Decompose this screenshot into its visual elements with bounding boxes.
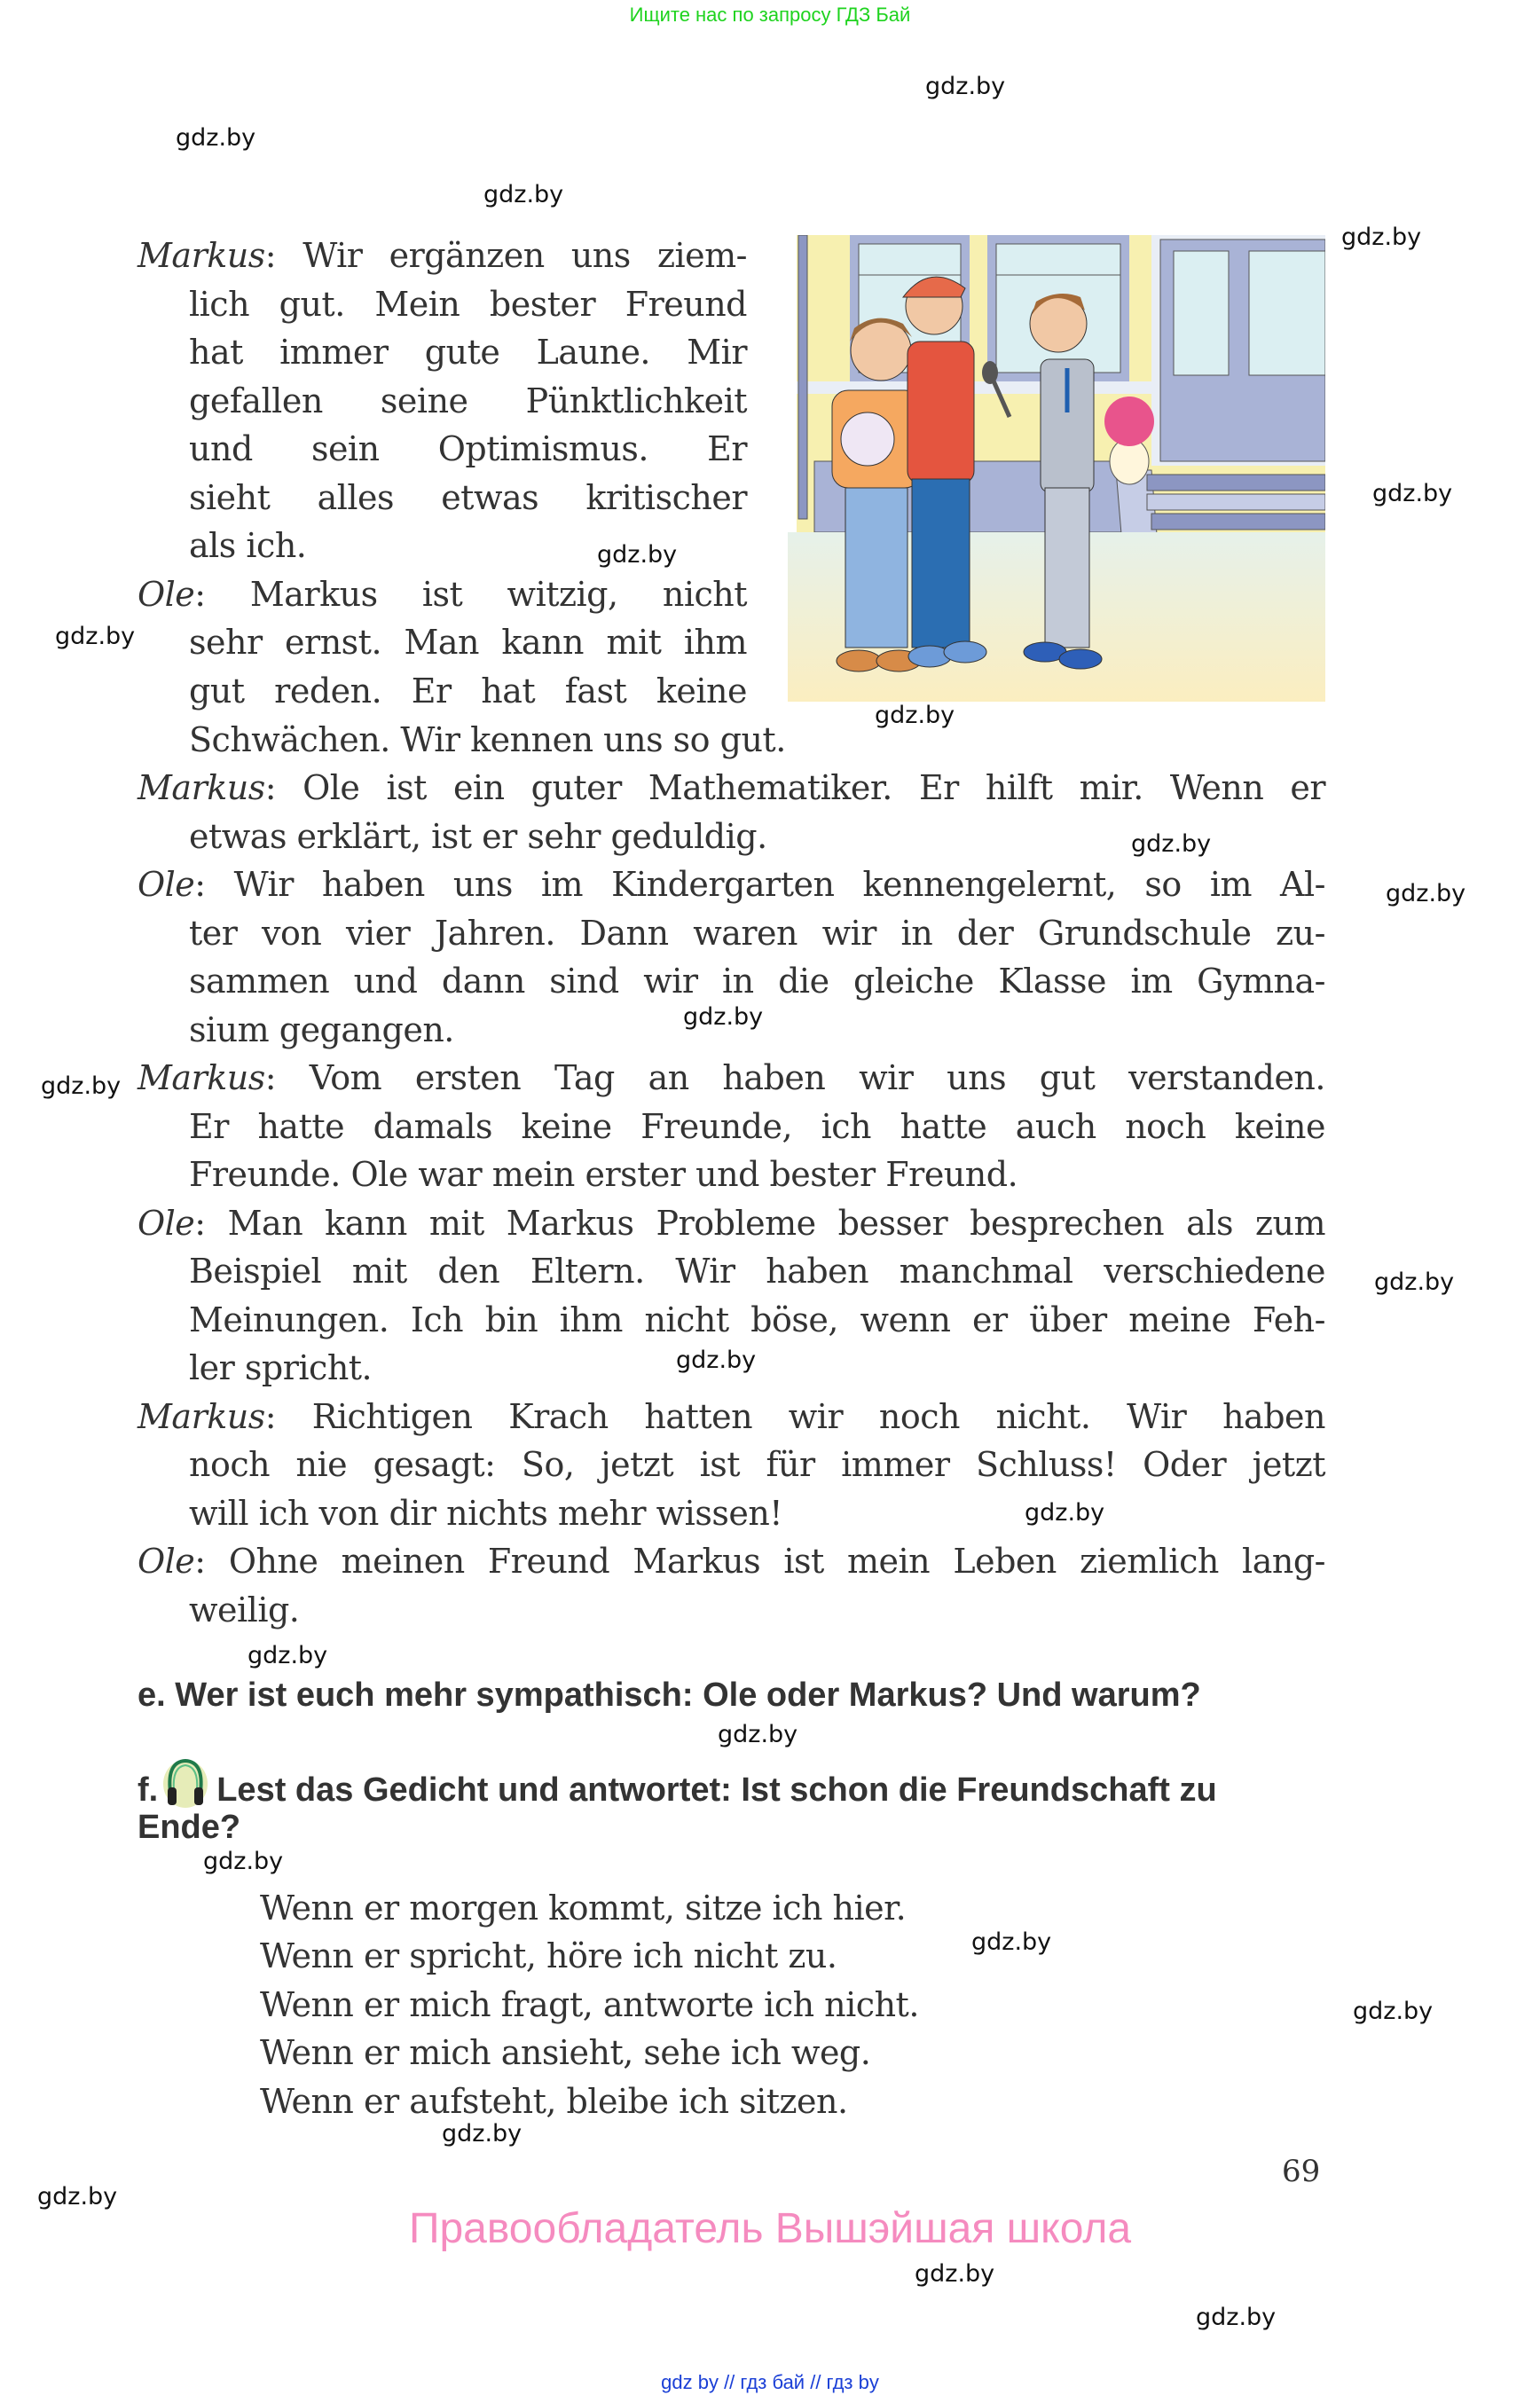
watermark: gdz.by <box>1372 480 1453 507</box>
speaker-colon: : <box>264 1058 310 1097</box>
speaker-colon: : <box>194 865 234 904</box>
dialogue-line: Schwächen. Wir kennen uns so gut. <box>189 720 786 759</box>
watermark: gdz.by <box>1374 1268 1455 1296</box>
dialogue-line <box>138 764 1325 812</box>
watermark: gdz.by <box>176 124 256 152</box>
speaker-name: Markus <box>138 1397 265 1436</box>
watermark: gdz.by <box>683 1003 764 1031</box>
dialogue-line: sehr ernst. Man kann mit ihm <box>189 623 747 662</box>
dialogue-line: Er hatte damals keine Freunde, ich hatte auch noch keine <box>189 1107 1325 1146</box>
dialogue-line: lich gut. Mein bester Freund <box>189 285 747 324</box>
task-label: e. <box>138 1677 166 1714</box>
watermark: gdz.by <box>1131 830 1212 858</box>
watermark: gdz.by <box>971 1928 1052 1956</box>
dialogue-text: Ohne meinen Freund Markus ist mein Leben ziemlich lang- <box>228 1542 1325 1581</box>
speaker-colon: : <box>194 1542 229 1581</box>
task-f <box>138 1756 1217 1814</box>
watermark: gdz.by <box>925 73 1006 100</box>
dialogue-line: ler spricht. <box>189 1348 373 1387</box>
speaker-name: Ole <box>138 1204 195 1243</box>
dialogue-line: etwas erklärt, ist er sehr geduldig. <box>189 817 767 856</box>
dialogue-line <box>138 860 1325 908</box>
copyright-notice: Правообладатель Вышэйшая школа <box>408 2205 1132 2252</box>
top-banner: Ищите нас по запросу ГДЗ Бай <box>629 4 911 26</box>
dialogue-text: Markus ist witzig, nicht <box>249 575 747 614</box>
dialogue-text: Ole ist ein guter Mathematiker. Er hilft mir. Wenn er <box>302 768 1325 807</box>
task-e <box>138 1671 1201 1719</box>
dialogue-line: sieht alles etwas kritischer <box>189 478 747 517</box>
dialogue-line: Freunde. Ole war mein erster und bester Freund. <box>189 1155 1018 1194</box>
watermark: gdz.by <box>597 541 678 569</box>
speaker-name: Markus <box>138 768 265 807</box>
speaker-name: Markus <box>138 1058 265 1097</box>
dialogue-text: Wir haben uns im Kindergarten kennengelernt, so im Al- <box>233 865 1325 904</box>
speaker-colon: : <box>194 575 250 614</box>
speaker-name: Ole <box>138 1542 195 1581</box>
dialogue-line: sammen und dann sind wir in die gleiche Klasse im Gymna- <box>189 962 1325 1001</box>
dialogue-line: noch nie gesagt: So, jetzt ist für immer Schluss! Oder jetzt <box>189 1445 1325 1484</box>
dialogue-line: will ich von dir nichts mehr wissen! <box>189 1494 783 1533</box>
dialogue-line: als ich. <box>189 526 307 565</box>
watermark: gdz.by <box>41 1072 122 1100</box>
illustration-interview <box>788 235 1325 702</box>
dialogue-line <box>138 1537 1325 1585</box>
watermark: gdz.by <box>248 1642 328 1669</box>
watermark: gdz.by <box>718 1721 798 1748</box>
dialogue-line: Beispiel mit den Eltern. Wir haben manchmal verschiedene <box>189 1252 1325 1291</box>
watermark: gdz.by <box>915 2260 995 2288</box>
poem-line: Wenn er aufsteht, bleibe ich sitzen. <box>260 2082 848 2121</box>
interview-scene-icon <box>788 235 1325 702</box>
dialogue-line: gefallen seine Pünktlichkeit <box>189 381 747 420</box>
watermark: gdz.by <box>203 1848 284 1875</box>
task-text: Lest das Gedicht und antwortet: Ist schon die Freundschaft zu <box>216 1771 1217 1809</box>
poem-line: Wenn er spricht, höre ich nicht zu. <box>260 1936 837 1975</box>
poem-line: Wenn er mich ansieht, sehe ich weg. <box>260 2033 871 2072</box>
task-text: Wer ist euch mehr sympathisch: Ole oder Markus? Und warum? <box>175 1677 1201 1714</box>
footer-links[interactable]: gdz by // гдз бай // гдз by <box>661 2371 879 2393</box>
watermark: gdz.by <box>875 702 955 729</box>
dialogue-line <box>138 1199 1325 1247</box>
speaker-colon: : <box>264 236 303 275</box>
dialogue-line <box>138 570 747 618</box>
dialogue-line <box>138 1054 1325 1102</box>
dialogue-line <box>138 1393 1325 1441</box>
speaker-colon: : <box>194 1204 228 1243</box>
headphones-icon[interactable] <box>161 1756 209 1808</box>
speaker-name: Ole <box>138 865 195 904</box>
speaker-colon: : <box>264 1397 312 1436</box>
watermark: gdz.by <box>1386 880 1466 907</box>
dialogue-line <box>138 232 747 279</box>
dialogue-text: Man kann mit Markus Probleme besser besprechen als zum <box>227 1204 1326 1243</box>
dialogue-line: und sein Optimismus. Er <box>189 429 747 468</box>
watermark: gdz.by <box>483 181 564 208</box>
poem-line: Wenn er mich fragt, antworte ich nicht. <box>260 1985 919 2024</box>
dialogue-text: Wir ergänzen uns ziem- <box>302 236 747 275</box>
poem-line: Wenn er morgen kommt, sitze ich hier. <box>260 1889 907 1928</box>
watermark: gdz.by <box>37 2183 118 2211</box>
watermark: gdz.by <box>1353 1998 1434 2025</box>
watermark: gdz.by <box>676 1347 757 1374</box>
dialogue-line: Meinungen. Ich bin ihm nicht böse, wenn er über meine Feh- <box>189 1300 1325 1339</box>
watermark: gdz.by <box>442 2120 522 2148</box>
dialogue-text: Vom ersten Tag an haben wir uns gut verstanden. <box>309 1058 1325 1097</box>
watermark: gdz.by <box>1025 1499 1105 1527</box>
speaker-name: Markus <box>138 236 265 275</box>
page-number: 69 <box>1282 2154 1321 2189</box>
dialogue-line: hat immer gute Laune. Mir <box>189 333 747 372</box>
dialogue-line: gut reden. Er hat fast keine <box>189 671 747 711</box>
dialogue-line: ter von vier Jahren. Dann waren wir in der Grundschule zu- <box>189 914 1325 953</box>
dialogue-line: weilig. <box>189 1590 300 1629</box>
task-label: f. <box>138 1771 159 1809</box>
dialogue-text: Richtigen Krach hatten wir noch nicht. Wir haben <box>311 1397 1325 1436</box>
task-f-continued: Ende? <box>138 1809 241 1846</box>
watermark: gdz.by <box>55 623 136 650</box>
speaker-name: Ole <box>138 575 195 614</box>
dialogue-line: sium gegangen. <box>189 1010 454 1049</box>
speaker-colon: : <box>264 768 303 807</box>
watermark: gdz.by <box>1341 224 1422 251</box>
watermark: gdz.by <box>1196 2304 1277 2331</box>
